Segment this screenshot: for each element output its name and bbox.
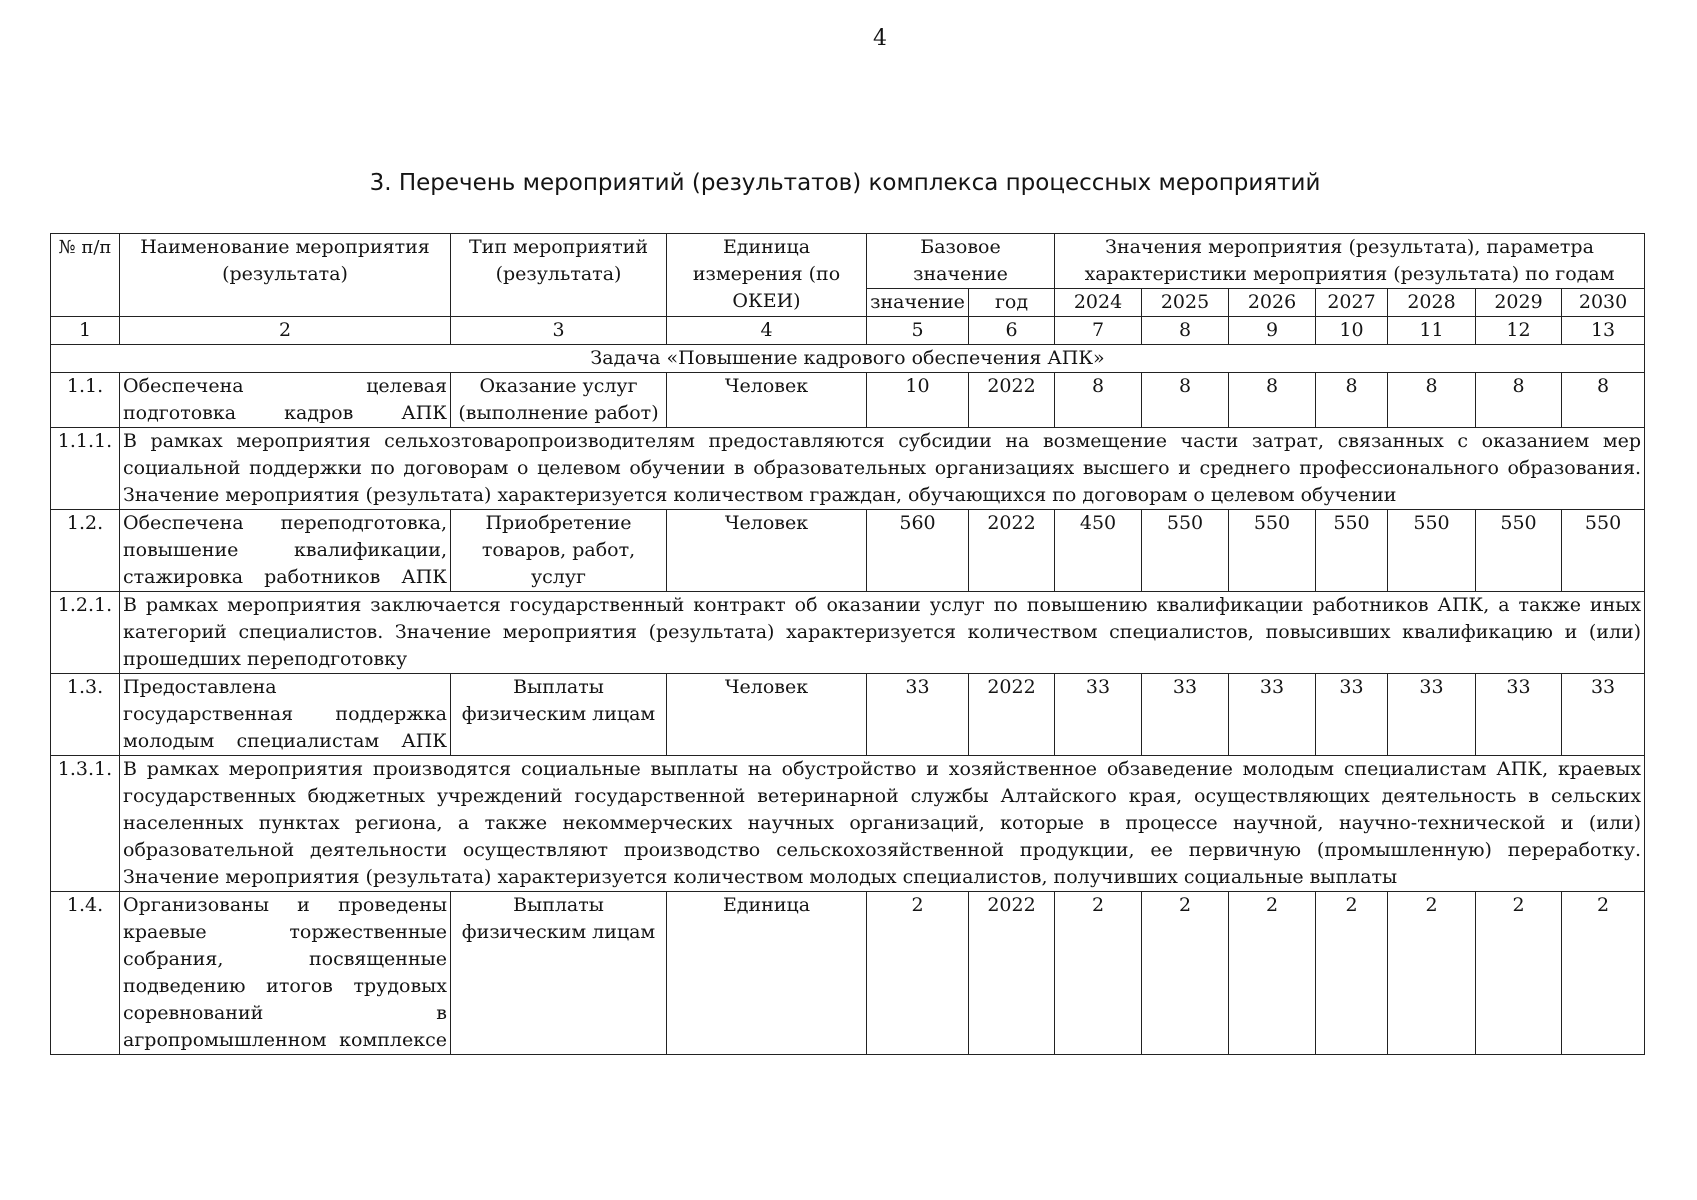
row-base-value: 10 (867, 373, 969, 428)
row-num: 1.3.1. (51, 756, 120, 892)
row-name: Организованы и проведены краевые торжественные собрания, посвященные подведению итогов трудовых соревнований в агропромышленном комплексе (120, 892, 451, 1055)
row-base-year: 2022 (969, 373, 1055, 428)
row-value: 8 (1388, 373, 1476, 428)
col-number: 12 (1476, 317, 1562, 345)
row-type: Приобретение товаров, работ, услуг (451, 510, 667, 592)
col-number: 7 (1055, 317, 1142, 345)
header-year: 2027 (1316, 289, 1388, 317)
row-value: 2 (1229, 892, 1316, 1055)
header-num: № п/п (51, 234, 120, 317)
col-number: 6 (969, 317, 1055, 345)
description-row (51, 428, 1645, 510)
header-type: Тип мероприятий (результата) (451, 234, 667, 317)
row-type: Оказание услуг (выполнение работ) (451, 373, 667, 428)
row-base-value: 560 (867, 510, 969, 592)
row-base-year: 2022 (969, 674, 1055, 756)
col-number: 3 (451, 317, 667, 345)
task-heading: Задача «Повышение кадрового обеспечения АПК» (51, 345, 1645, 373)
column-numbers-row (51, 317, 1645, 345)
table-row (51, 373, 1645, 428)
row-value: 8 (1142, 373, 1229, 428)
row-value: 550 (1229, 510, 1316, 592)
row-value: 33 (1055, 674, 1142, 756)
header-year: 2029 (1476, 289, 1562, 317)
row-value: 33 (1388, 674, 1476, 756)
row-value: 33 (1229, 674, 1316, 756)
row-value: 550 (1142, 510, 1229, 592)
section-title: 3. Перечень мероприятий (результатов) комплекса процессных мероприятий (369, 170, 1321, 196)
row-unit: Человек (667, 674, 867, 756)
table-row (51, 510, 1645, 592)
header-year: 2024 (1055, 289, 1142, 317)
col-number: 10 (1316, 317, 1388, 345)
col-number: 1 (51, 317, 120, 345)
table-row (51, 674, 1645, 756)
row-value: 550 (1388, 510, 1476, 592)
row-value: 2 (1476, 892, 1562, 1055)
header-year: 2028 (1388, 289, 1476, 317)
row-value: 2 (1055, 892, 1142, 1055)
row-name: Обеспечена переподготовка, повышение квалификации, стажировка работников АПК (120, 510, 451, 592)
header-base-year: год (969, 289, 1055, 317)
row-unit: Человек (667, 510, 867, 592)
row-value: 8 (1316, 373, 1388, 428)
row-value: 2 (1142, 892, 1229, 1055)
row-type: Выплаты физическим лицам (451, 674, 667, 756)
row-value: 33 (1562, 674, 1645, 756)
measures-table (50, 233, 1645, 1055)
row-value: 8 (1229, 373, 1316, 428)
row-unit: Единица (667, 892, 867, 1055)
row-value: 33 (1476, 674, 1562, 756)
row-num: 1.1.1. (51, 428, 120, 510)
row-base-value: 33 (867, 674, 969, 756)
row-num: 1.1. (51, 373, 120, 428)
col-number: 9 (1229, 317, 1316, 345)
col-number: 2 (120, 317, 451, 345)
header-year: 2030 (1562, 289, 1645, 317)
header-unit: Единица измерения (по ОКЕИ) (667, 234, 867, 317)
row-name: Предоставлена государственная поддержка молодым специалистам АПК (120, 674, 451, 756)
row-value: 33 (1316, 674, 1388, 756)
row-value: 2 (1316, 892, 1388, 1055)
row-type: Выплаты физическим лицам (451, 892, 667, 1055)
row-value: 550 (1316, 510, 1388, 592)
row-num: 1.2. (51, 510, 120, 592)
row-num: 1.4. (51, 892, 120, 1055)
header-base-value: значение (867, 289, 969, 317)
row-description: В рамках мероприятия заключается государственный контракт об оказании услуг по повышению квалификации работников АПК, а также иных категорий специалистов. Значение мероприятия (результата) характеризуется количеством специалистов, повысивших квалификацию и (или) прошедших переподготовку (120, 592, 1645, 674)
table-row (51, 892, 1645, 1055)
header-values: Значения мероприятия (результата), параметра характеристики мероприятия (результата) по годам (1055, 234, 1645, 289)
row-unit: Человек (667, 373, 867, 428)
row-description: В рамках мероприятия сельхозтоваропроизводителям предоставляются субсидии на возмещение части затрат, связанных с оказанием мер социальной поддержки по договорам о целевом обучении в образовательных организациях высшего и среднего профессионального образования. Значение мероприятия (результата) характеризуется количеством граждан, обучающихся по договорам о целевом обучении (120, 428, 1645, 510)
col-number: 11 (1388, 317, 1476, 345)
row-value: 8 (1476, 373, 1562, 428)
header-year: 2026 (1229, 289, 1316, 317)
row-value: 2 (1388, 892, 1476, 1055)
row-num: 1.3. (51, 674, 120, 756)
row-num: 1.2.1. (51, 592, 120, 674)
row-description: В рамках мероприятия производятся социальные выплаты на обустройство и хозяйственное обзаведение молодым специалистам АПК, краевых государственных бюджетных учреждений государственной ветеринарной службы Алтайского края, осуществляющих деятельность в сельских населенных пунктах региона, а также некоммерческих научных организаций, которые в процессе научной, научно-технической и (или) образовательной деятельности осуществляют производство сельскохозяйственной продукции, ее первичную (промышленную) переработку. Значение мероприятия (результата) характеризуется количеством молодых специалистов, получивших социальные выплаты (120, 756, 1645, 892)
row-value: 8 (1562, 373, 1645, 428)
row-base-year: 2022 (969, 892, 1055, 1055)
row-value: 550 (1476, 510, 1562, 592)
row-value: 2 (1562, 892, 1645, 1055)
row-value: 33 (1142, 674, 1229, 756)
col-number: 13 (1562, 317, 1645, 345)
row-value: 550 (1562, 510, 1645, 592)
row-name: Обеспечена целевая подготовка кадров АПК (120, 373, 451, 428)
col-number: 5 (867, 317, 969, 345)
row-base-year: 2022 (969, 510, 1055, 592)
col-number: 8 (1142, 317, 1229, 345)
row-value: 8 (1055, 373, 1142, 428)
page-number: 4 (873, 26, 887, 51)
header-year: 2025 (1142, 289, 1229, 317)
description-row (51, 592, 1645, 674)
row-base-value: 2 (867, 892, 969, 1055)
row-value: 450 (1055, 510, 1142, 592)
header-name: Наименование мероприятия (результата) (120, 234, 451, 317)
col-number: 4 (667, 317, 867, 345)
description-row (51, 756, 1645, 892)
header-base: Базовое значение (867, 234, 1055, 289)
